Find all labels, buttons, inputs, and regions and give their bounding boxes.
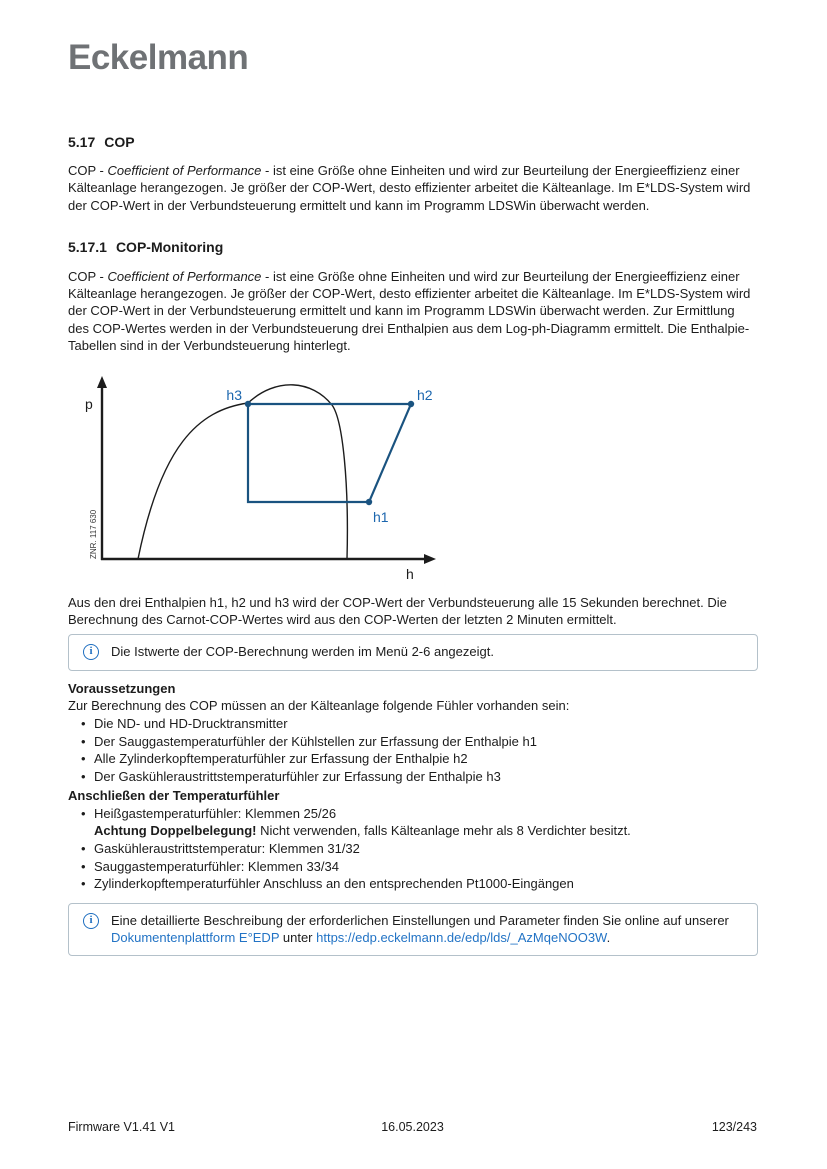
y-axis-arrow-icon (97, 376, 107, 388)
section-number: 5.17 (68, 134, 96, 150)
label-h3: h3 (226, 387, 242, 404)
section-title: COP (104, 134, 135, 150)
list-item: • Sauggastemperaturfühler: Klemmen 33/34 (80, 858, 758, 876)
point-h2 (408, 401, 414, 407)
section-heading-cop (68, 133, 758, 151)
info-note-edp (68, 903, 758, 957)
voraussetzungen-intro: Zur Berechnung des COP müssen an der Kälteanlage folgende Fühler vorhanden sein: (68, 697, 570, 713)
warning-bold-text: Achtung Doppelbelegung! (94, 823, 257, 839)
log-ph-diagram (76, 372, 758, 589)
enthalpy-calculation-paragraph: Aus den drei Enthalpien h1, h2 und h3 wird der COP-Wert der Verbundsteuerung alle 15 Sekunden berechnet. Die Berechnung des Carnot-COP-Wertes wird aus den COP-Werten der letzten 2 Minuten ermittelt. (68, 594, 727, 627)
cop-cycle-path (248, 404, 411, 502)
voraussetzungen-list (80, 715, 758, 785)
edp-url-link[interactable]: https://edp.eckelmann.de/edp/lds/_AzMqeNOO3W (316, 930, 607, 946)
label-h1: h1 (373, 509, 389, 526)
list-item: • Heißgastemperaturfühler: Klemmen 25/26 Achtung Doppelbelegung! Nicht verwenden, falls Kälteanlage mehr als 8 Verdichter besitzt. (80, 805, 758, 840)
x-axis-arrow-icon (424, 554, 436, 564)
footer-firmware-version: Firmware V1.41 V1 (68, 1120, 175, 1134)
info-note-text: Die Istwerte der COP-Berechnung werden im Menü 2-6 angezeigt. (111, 644, 494, 660)
info-icon: i (83, 644, 99, 660)
log-ph-diagram-svg (76, 372, 448, 585)
page-footer (68, 1119, 757, 1136)
point-h3 (245, 401, 251, 407)
footer-date: 16.05.2023 (381, 1120, 444, 1134)
footer-page-number: 123/243 (711, 1120, 758, 1134)
info-note-menu (68, 634, 758, 670)
edp-platform-link[interactable]: Dokumentenplattform E°EDP (111, 930, 280, 946)
italic-term: Coefficient of Performance (107, 268, 262, 284)
saturation-dome-curve (138, 385, 347, 559)
anschliessen-heading: Anschließen der Temperaturfühler (68, 787, 280, 803)
list-item: • Der Sauggastemperaturfühler der Kühlstellen zur Erfassung der Enthalpie h1 (80, 733, 758, 751)
anschliessen-list (80, 805, 758, 893)
y-axis-label: p (85, 396, 93, 413)
voraussetzungen-heading: Voraussetzungen (68, 680, 176, 696)
italic-term: Coefficient of Performance (107, 163, 262, 178)
eckelmann-logo: Eckelmann (68, 38, 249, 77)
point-h1 (366, 499, 372, 505)
warning-line: Achtung Doppelbelegung! Nicht verwenden, falls Kälteanlage mehr als 8 Verdichter besitzt. (94, 823, 631, 839)
cop-monitoring-paragraph: COP - Coefficient of Performance - ist eine Größe ohne Einheiten und wird zur Beurteilung der Energieeffizienz einer Kälteanlage herangezogen. Je größer der COP-Wert, desto effizienter arbeitet die Kälteanlage. Im E*LDS-System wird der COP-Wert in der Verbundsteuerung ermittelt und kann im Programm LDSWin überwacht werden. Zur Ermittlung des COP-Wertes werden in der Verbundsteuerung drei Enthalpien aus dem Log-ph-Diagramm ermittelt. Die Enthalpie-Tabellen sind in der Verbundsteuerung hinterlegt. (68, 268, 751, 354)
info-icon: i (83, 913, 99, 929)
label-h2: h2 (417, 387, 433, 404)
x-axis-label: h (406, 566, 414, 583)
list-item: • Die ND- und HD-Drucktransmitter (80, 715, 758, 733)
znr-number-label: ZNR. 117 630 (89, 510, 98, 560)
list-item: • Zylinderkopftemperaturfühler Anschluss an den entsprechenden Pt1000-Eingängen (80, 875, 758, 893)
list-item: • Alle Zylinderkopftemperaturfühler zur Erfassung der Enthalpie h2 (80, 750, 758, 768)
list-item: • Gaskühleraustrittstemperatur: Klemmen 31/32 (80, 840, 758, 858)
list-item: • Der Gaskühleraustrittstemperaturfühler zur Erfassung der Enthalpie h3 (80, 768, 758, 786)
page-content (68, 0, 758, 956)
cop-paragraph: COP - Coefficient of Performance - ist eine Größe ohne Einheiten und wird zur Beurteilung der Energieeffizienz einer Kälteanlage herangezogen. Je größer der COP-Wert, desto effizienter arbeitet die Kälteanlage. Im E*LDS-System wird der COP-Wert in der Verbundsteuerung ermittelt und kann im Programm LDSWin überwacht werden. (68, 163, 751, 213)
section-heading-cop-monitoring (68, 238, 758, 256)
section-number: 5.17.1 (68, 238, 107, 255)
info-note-text: Eine detaillierte Beschreibung der erforderlichen Einstellungen und Parameter finden Sie online auf unserer Dokumentenplattform E°EDP unter https://edp.eckelmann.de/edp/lds/_AzMqeNOO3W. (111, 912, 729, 946)
section-title: COP-Monitoring (115, 238, 224, 255)
